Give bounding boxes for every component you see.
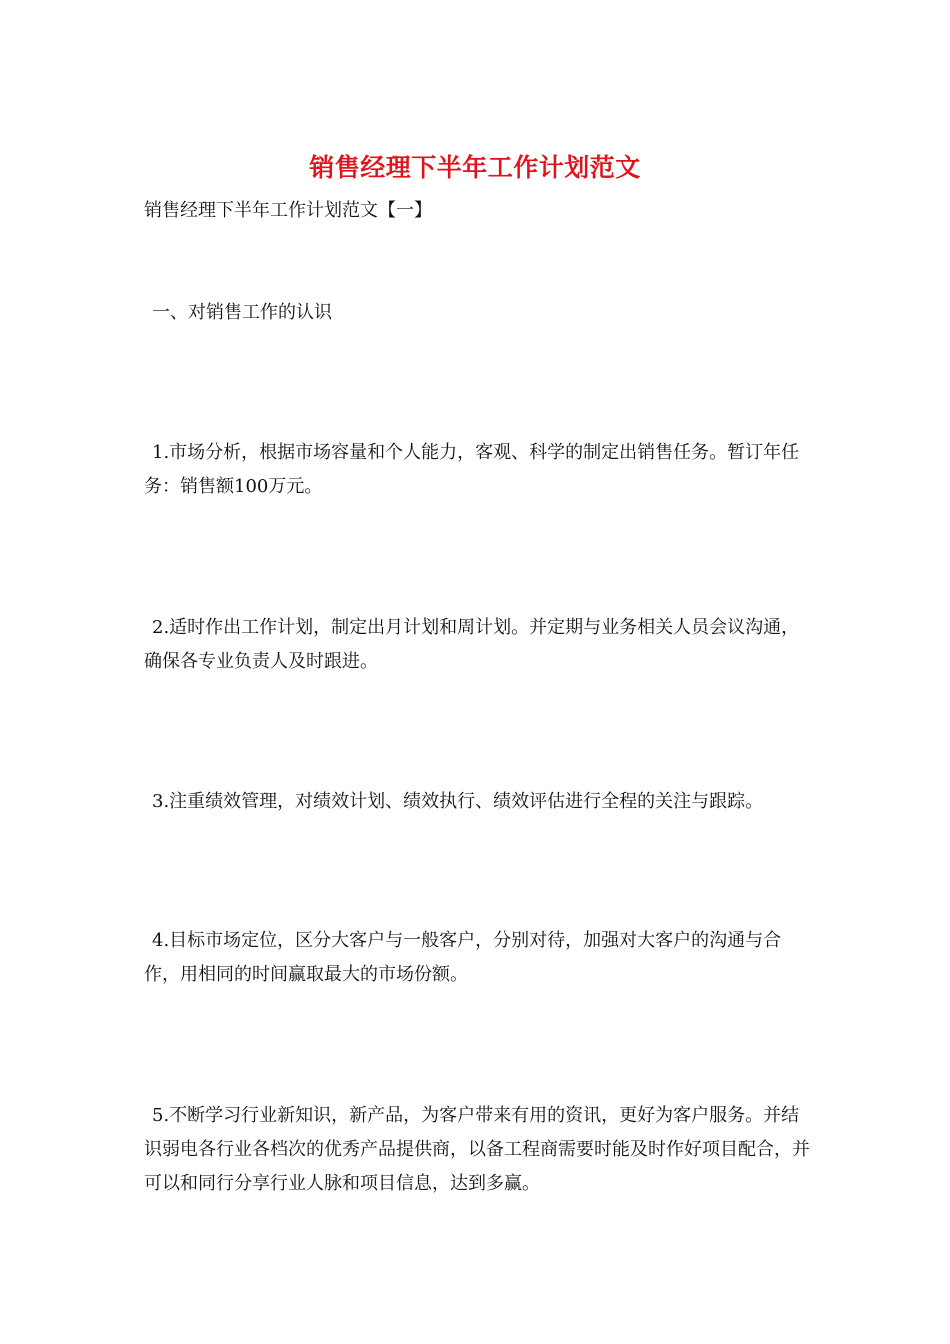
paragraph-5: 5.不断学习行业新知识，新产品，为客户带来有用的资讯，更好为客户服务。并结识弱电各行业各档次的优秀产品提供商，以备工程商需要时能及时作好项目配合，并可以和同行分享行业人脉和项目信息，达到多赢。 xyxy=(144,1105,810,1194)
paragraph-4: 4.目标市场定位，区分大客户与一般客户，分别对待，加强对大客户的沟通与合作，用相同的时间赢取最大的市场份额。 xyxy=(144,930,782,985)
paragraph-2: 2.适时作出工作计划，制定出月计划和周计划。并定期与业务相关人员会议沟通，确保各专业负责人及时跟进。 xyxy=(144,617,800,672)
document-title: 销售经理下半年工作计划范文 xyxy=(309,153,641,182)
document-subtitle: 销售经理下半年工作计划范文【一】 xyxy=(144,200,432,221)
section-heading: 一、对销售工作的认识 xyxy=(152,302,332,323)
paragraph-1: 1.市场分析，根据市场容量和个人能力，客观、科学的制定出销售任务。暂订年任务：销售额100万元。 xyxy=(144,442,800,497)
paragraph-3: 3.注重绩效管理，对绩效计划、绩效执行、绩效评估进行全程的关注与跟踪。 xyxy=(152,791,764,812)
